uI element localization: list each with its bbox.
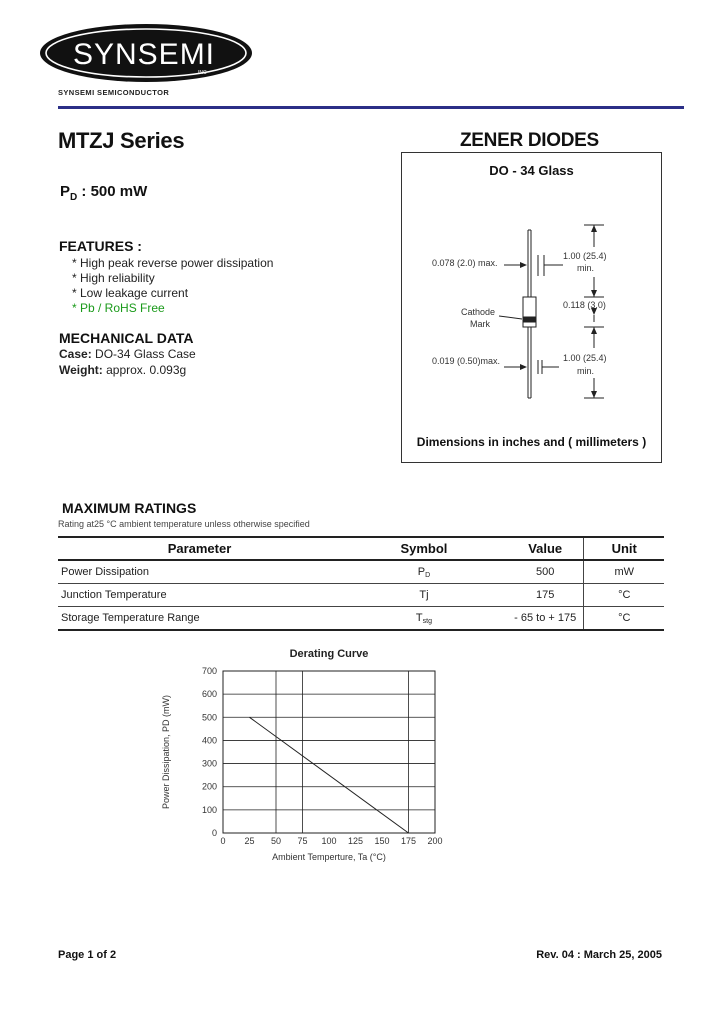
- cell-value: 500: [507, 560, 584, 584]
- cell-symbol: [341, 607, 507, 631]
- chart-title: Derating Curve: [289, 648, 369, 660]
- feature-item-rohs: * Pb / RoHS Free: [72, 301, 165, 315]
- symbol-main: Tj: [419, 588, 429, 601]
- feature-item: * Low leakage current: [72, 286, 189, 300]
- cell-value: 175: [507, 584, 584, 607]
- revision-date: Rev. 04 : March 25, 2005: [536, 949, 662, 961]
- category-title: ZENER DIODES: [460, 130, 599, 151]
- power-symbol: P: [60, 183, 71, 200]
- table-row: [58, 607, 664, 631]
- cell-parameter: Power Dissipation: [58, 560, 341, 584]
- bottom-lead-length: 1.00 (25.4): [563, 353, 607, 363]
- company-logo: [38, 22, 256, 91]
- x-tick-label: 125: [347, 836, 364, 846]
- col-value: Value: [507, 537, 584, 560]
- power-value: : 500 mW: [77, 183, 148, 200]
- cell-unit: °C: [584, 607, 664, 631]
- symbol-main: P: [417, 565, 426, 578]
- table-header-row: [58, 537, 664, 560]
- x-tick-label: 0: [220, 836, 226, 846]
- cell-symbol: [341, 560, 507, 584]
- table-row: [58, 584, 664, 607]
- logo-suffix: INC: [198, 70, 207, 76]
- weight-line: [59, 363, 186, 377]
- cell-unit: mW: [584, 560, 664, 584]
- x-axis-label: Ambient Temperture, Ta (°C): [272, 852, 386, 862]
- power-rating: [60, 183, 147, 203]
- cell-symbol: [341, 584, 507, 607]
- series-line: [250, 717, 409, 833]
- plot-frame: [223, 671, 435, 833]
- y-tick-label: 600: [201, 689, 217, 700]
- x-tick-label: 200: [427, 836, 443, 846]
- lead-wire-label: 0.019 (0.50)max.: [432, 356, 501, 366]
- power-subscript: D: [70, 192, 78, 203]
- col-symbol: Symbol: [341, 537, 507, 560]
- y-tick-label: 700: [201, 666, 217, 676]
- x-tick-label: 50: [270, 836, 282, 846]
- feature-item: * High peak reverse power dissipation: [72, 256, 274, 270]
- symbol-main: T: [415, 611, 423, 624]
- y-tick-label: 300: [201, 758, 217, 769]
- col-unit: Unit: [584, 537, 664, 560]
- features-heading: FEATURES :: [59, 238, 142, 254]
- lead-diameter-label: 0.078 (2.0) max.: [432, 258, 498, 268]
- feature-item: * High reliability: [72, 271, 155, 285]
- page-number: Page 1 of 2: [58, 949, 117, 961]
- package-drawing: [401, 152, 662, 468]
- x-tick-label: 175: [400, 836, 417, 846]
- case-value: DO-34 Glass Case: [91, 347, 196, 361]
- mechanical-heading: MECHANICAL DATA: [59, 330, 194, 346]
- top-lead-length: 1.00 (25.4): [563, 251, 607, 261]
- x-tick-label: 100: [321, 836, 337, 846]
- cell-value: - 65 to + 175: [507, 607, 584, 631]
- symbol-sub: stg: [422, 617, 432, 625]
- ratings-table: [58, 536, 664, 631]
- y-tick-label: 0: [211, 828, 217, 838]
- y-tick-label: 400: [201, 735, 217, 746]
- mark-label: Mark: [470, 319, 490, 329]
- case-line: [59, 347, 196, 361]
- y-axis-label: Power Dissipation, PD (mW): [161, 694, 171, 810]
- y-tick-label: 500: [201, 712, 217, 723]
- case-label: Case:: [59, 347, 92, 361]
- series-title: MTZJ Series: [58, 128, 185, 153]
- ratings-note: Rating at25 °C ambient temperature unless otherwise specified: [58, 519, 310, 529]
- y-tick-label: 100: [201, 804, 217, 815]
- x-tick-label: 150: [374, 836, 390, 846]
- logo-wordmark: SYNSEMI: [72, 38, 216, 71]
- cell-parameter: Junction Temperature: [58, 584, 341, 607]
- top-lead-min: min.: [577, 263, 595, 273]
- cathode-label: Cathode: [461, 307, 496, 317]
- col-parameter: Parameter: [58, 537, 341, 560]
- cell-parameter: Storage Temperature Range: [58, 607, 341, 631]
- derating-chart: [150, 640, 460, 875]
- bottom-lead-min: min.: [577, 366, 595, 376]
- table-row: [58, 560, 664, 584]
- weight-value: approx. 0.093g: [102, 363, 187, 377]
- y-tick-label: 200: [201, 781, 217, 792]
- ratings-heading: MAXIMUM RATINGS: [62, 500, 197, 516]
- logo-tagline: SYNSEMI SEMICONDUCTOR: [58, 88, 170, 97]
- x-tick-label: 75: [297, 836, 308, 846]
- symbol-sub: D: [425, 571, 431, 579]
- package-title: DO - 34 Glass: [489, 163, 574, 178]
- header-rule: [58, 106, 684, 109]
- weight-label: Weight:: [59, 363, 103, 377]
- dimensions-note: Dimensions in inches and ( millimeters ): [416, 435, 647, 449]
- cell-unit: °C: [584, 584, 664, 607]
- body-length: 0.118 (3.0): [563, 300, 606, 310]
- x-tick-label: 25: [244, 836, 255, 846]
